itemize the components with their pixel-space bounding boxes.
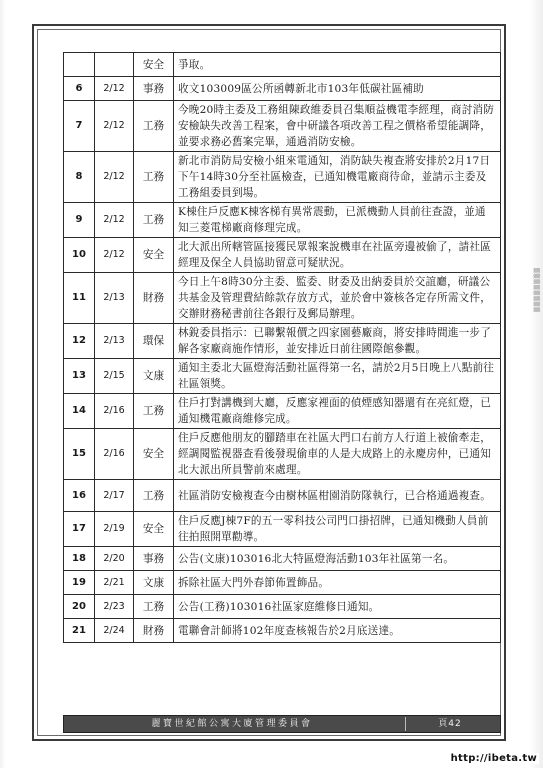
row-number: 8 — [64, 152, 95, 203]
row-number: 13 — [64, 359, 95, 394]
row-category: 安全 — [134, 429, 174, 480]
row-date: 2/24 — [95, 619, 134, 643]
row-category: 文康 — [134, 359, 174, 394]
row-date: 2/12 — [95, 101, 134, 152]
row-description: 拆除社區大門外春節佈置飾品。 — [174, 571, 501, 595]
row-number: 19 — [64, 571, 95, 595]
row-number: 12 — [64, 324, 95, 359]
work-log-body — [64, 53, 501, 643]
work-log-table — [63, 52, 501, 643]
row-category: 安全 — [134, 238, 174, 273]
row-category: 財務 — [134, 619, 174, 643]
table-row — [64, 53, 501, 77]
row-date: 2/12 — [95, 77, 134, 101]
row-date: 2/13 — [95, 324, 134, 359]
row-category: 工務 — [134, 480, 174, 512]
row-description: 爭取。 — [174, 53, 501, 77]
row-description: 新北市消防局安檢小組來電通知，消防缺失複查將安排於2月17日下午14時30分至社區檢查，已通知機電廠商待命，並請示主委及工務組委員到場。 — [174, 152, 501, 203]
row-description: 住戶反應他朋友的腳踏車在社區大門口右前方人行道上被偷牽走，經調閱監視器查看後發現偷車的人是大成路上的永慶房仲，已通知北大派出所員警前來處理。 — [174, 429, 501, 480]
row-category: 文康 — [134, 571, 174, 595]
row-description: 公告(文康)103016北大特區燈海活動103年社區第一名。 — [174, 547, 501, 571]
row-date: 2/15 — [95, 359, 134, 394]
table-row — [64, 273, 501, 324]
row-description: 北大派出所轄管區接獲民眾報案說機車在社區旁邊被偷了，請社區經理及保全人員協助留意可疑狀況。 — [174, 238, 501, 273]
row-number: 21 — [64, 619, 95, 643]
row-date — [95, 53, 134, 77]
footer-committee-title: 麗寶世紀館公寓大廈管理委員會 — [151, 719, 313, 729]
table-row — [64, 203, 501, 238]
table-row — [64, 619, 501, 643]
row-date: 2/12 — [95, 203, 134, 238]
row-description: 通知主委北大區燈海活動社區得第一名，請於2月5日晚上八點前往社區領獎。 — [174, 359, 501, 394]
row-description: 社區消防安檢複查今由樹林區柑園消防隊執行，已合格通過複查。 — [174, 480, 501, 512]
row-number: 14 — [64, 394, 95, 429]
row-category: 環保 — [134, 324, 174, 359]
row-date: 2/12 — [95, 238, 134, 273]
row-number: 16 — [64, 480, 95, 512]
row-date: 2/23 — [95, 595, 134, 619]
row-description: 今晚20時主委及工務組陳政維委員召集順益機電李經理，商討消防安檢缺失改善工程案，會中研議各項改善工程之價格希望能調降，並要求務必舊案完畢，通過消防安檢。 — [174, 101, 501, 152]
site-watermark: http://ibeta.tw — [450, 753, 537, 764]
row-number: 18 — [64, 547, 95, 571]
table-row — [64, 77, 501, 101]
table-row — [64, 324, 501, 359]
row-category: 工務 — [134, 101, 174, 152]
row-number: 7 — [64, 101, 95, 152]
table-row — [64, 359, 501, 394]
row-date: 2/16 — [95, 394, 134, 429]
row-description: K棟住戶反應K棟客梯有異常震動，已派機動人員前往查證，並通知三菱電梯廠商修理完成。 — [174, 203, 501, 238]
table-row — [64, 238, 501, 273]
table-row — [64, 429, 501, 480]
table-row — [64, 394, 501, 429]
row-date: 2/17 — [95, 480, 134, 512]
table-row — [64, 512, 501, 547]
row-description: 公告(工務)103016社區家庭維修日通知。 — [174, 595, 501, 619]
table-row — [64, 152, 501, 203]
row-number: 9 — [64, 203, 95, 238]
row-category: 安全 — [134, 512, 174, 547]
binding-edge-text: ▒▒▒▒▒▒▒▒ — [533, 268, 540, 313]
row-description: 林銳委員指示：已聯繫報價之四家園藝廠商，將安排時間進一步了解各家廠商施作情形，並安排近日前往國際館參觀。 — [174, 324, 501, 359]
row-category: 財務 — [134, 273, 174, 324]
row-date: 2/13 — [95, 273, 134, 324]
table-row — [64, 480, 501, 512]
row-description: 今日上午8時30分主委、監委、財委及出納委員於交誼廳，研議公共基金及管理費結餘款存放方式，並於會中簽核各定存所需文件，交辦財務秘書前往各銀行及郵局辦理。 — [174, 273, 501, 324]
row-description: 電聯會計師將102年度查核報告於2月底送達。 — [174, 619, 501, 643]
row-category: 事務 — [134, 547, 174, 571]
footer-page-number: 頁42 — [438, 719, 462, 729]
table-row — [64, 571, 501, 595]
row-date: 2/12 — [95, 152, 134, 203]
row-date: 2/19 — [95, 512, 134, 547]
row-category: 工務 — [134, 203, 174, 238]
row-number: 17 — [64, 512, 95, 547]
row-category: 安全 — [134, 53, 174, 77]
row-number: 15 — [64, 429, 95, 480]
row-number — [64, 53, 95, 77]
row-number: 11 — [64, 273, 95, 324]
table-row — [64, 547, 501, 571]
table-row — [64, 101, 501, 152]
row-date: 2/16 — [95, 429, 134, 480]
row-number: 20 — [64, 595, 95, 619]
row-number: 6 — [64, 77, 95, 101]
row-category: 工務 — [134, 595, 174, 619]
row-date: 2/20 — [95, 547, 134, 571]
row-description: 住戶打對講機到大廳，反應家裡面的偵煙感知器還有在亮紅燈，已通知機電廠商維修完成。 — [174, 394, 501, 429]
row-category: 事務 — [134, 77, 174, 101]
row-description: 住戶反應J棟7F的五一零科技公司門口掛招牌，已通知機動人員前往拍照開單勸導。 — [174, 512, 501, 547]
row-category: 工務 — [134, 152, 174, 203]
table-row — [64, 595, 501, 619]
footer-divider — [405, 717, 406, 731]
row-number: 10 — [64, 238, 95, 273]
row-date: 2/21 — [95, 571, 134, 595]
row-category: 工務 — [134, 394, 174, 429]
row-description: 收文103009區公所函轉新北市103年低碳社區補助 — [174, 77, 501, 101]
